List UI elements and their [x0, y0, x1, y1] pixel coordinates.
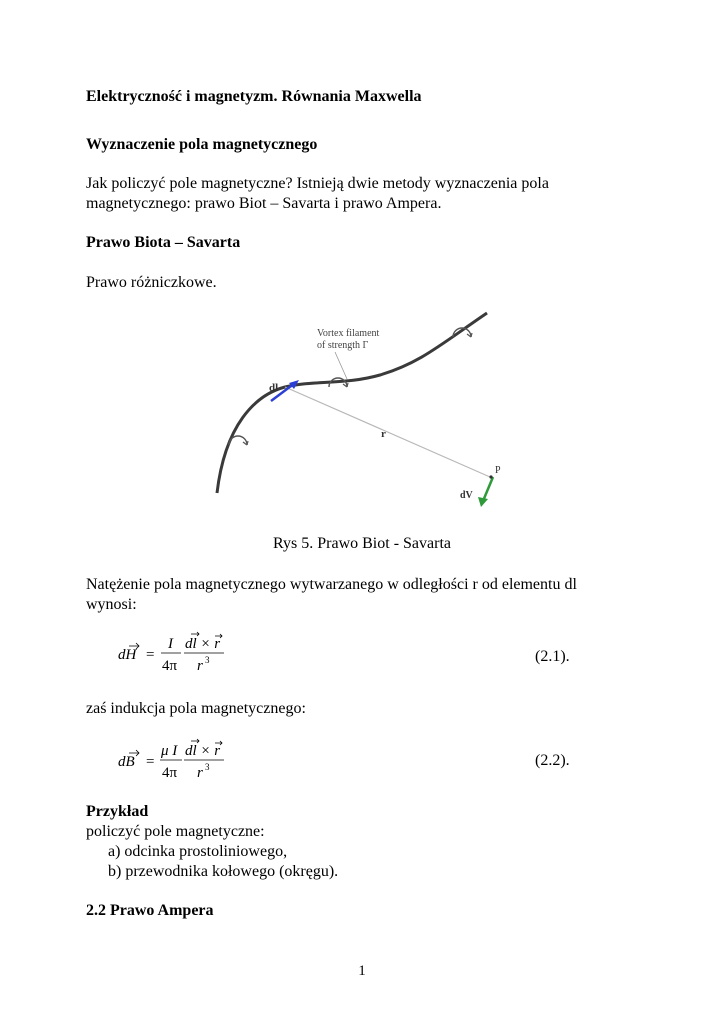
r-vector-line	[285, 387, 490, 477]
eq1-lhs: dH	[118, 647, 137, 663]
section-heading: Wyznaczenie pola magnetycznego	[86, 136, 318, 153]
vortex-label-2: of strength Γ	[317, 340, 369, 351]
eq2-equals: =	[146, 754, 155, 770]
p-label: P	[495, 465, 501, 476]
eq1-den2: r	[197, 658, 203, 674]
r-label: r	[381, 428, 386, 440]
biot-savart-figure	[205, 305, 510, 520]
figure-svg	[205, 305, 510, 520]
figure-caption: Rys 5. Prawo Biot - Savarta	[272, 535, 451, 552]
equation-2-1-number: (2.1).	[535, 648, 570, 665]
page-number: 1	[358, 963, 366, 979]
dl-label: dl	[269, 382, 279, 394]
eq1-exp: 3	[205, 655, 210, 665]
document-title: Elektryczność i magnetyzm. Równania Maxwella	[86, 88, 422, 105]
point-p	[489, 475, 492, 478]
equation-2-1-svg	[116, 628, 236, 680]
eq2-den1: 4π	[162, 765, 178, 781]
dv-arrow	[483, 477, 493, 501]
eq2-num1: μ I	[161, 743, 178, 759]
dv-label: dV	[460, 490, 473, 501]
intro-line-1: Jak policzyć pole magnetyczne? Istnieją dwie metody wyznaczenia pola	[86, 175, 549, 192]
vortex-label-1: Vortex filament	[317, 328, 380, 339]
eq1-num2: dl × r	[185, 636, 221, 652]
ampere-heading: 2.2 Prawo Ampera	[86, 902, 214, 919]
eq1-num1: I	[168, 636, 173, 652]
biot-savart-heading: Prawo Biota – Savarta	[86, 234, 241, 251]
differential-label: Prawo różniczkowe.	[86, 274, 217, 291]
eq1-equals: =	[146, 647, 155, 663]
induction-label: zaś indukcja pola magnetycznego:	[86, 700, 306, 717]
eq2-lhs: dB	[118, 754, 135, 770]
equation-2-2-number: (2.2).	[535, 752, 570, 769]
example-heading: Przykład	[86, 803, 149, 820]
example-intro: policzyć pole magnetyczne:	[86, 823, 265, 840]
equation-2-2-svg	[116, 738, 236, 790]
example-item-a: a) odcinka prostoliniowego,	[108, 843, 288, 860]
eq2-exp: 3	[205, 762, 210, 772]
eq2-den2: r	[197, 765, 203, 781]
eq1-den1: 4π	[162, 658, 178, 674]
eq2-num2: dl × r	[185, 743, 221, 759]
intro-line-2: magnetycznego: prawo Biot – Savarta i prawo Ampera.	[86, 195, 442, 212]
field-line-1: Natężenie pola magnetycznego wytwarzanego w odległości r od elementu dl	[86, 576, 577, 593]
field-line-2: wynosi:	[86, 596, 137, 613]
example-item-b: b) przewodnika kołowego (okręgu).	[108, 863, 339, 880]
